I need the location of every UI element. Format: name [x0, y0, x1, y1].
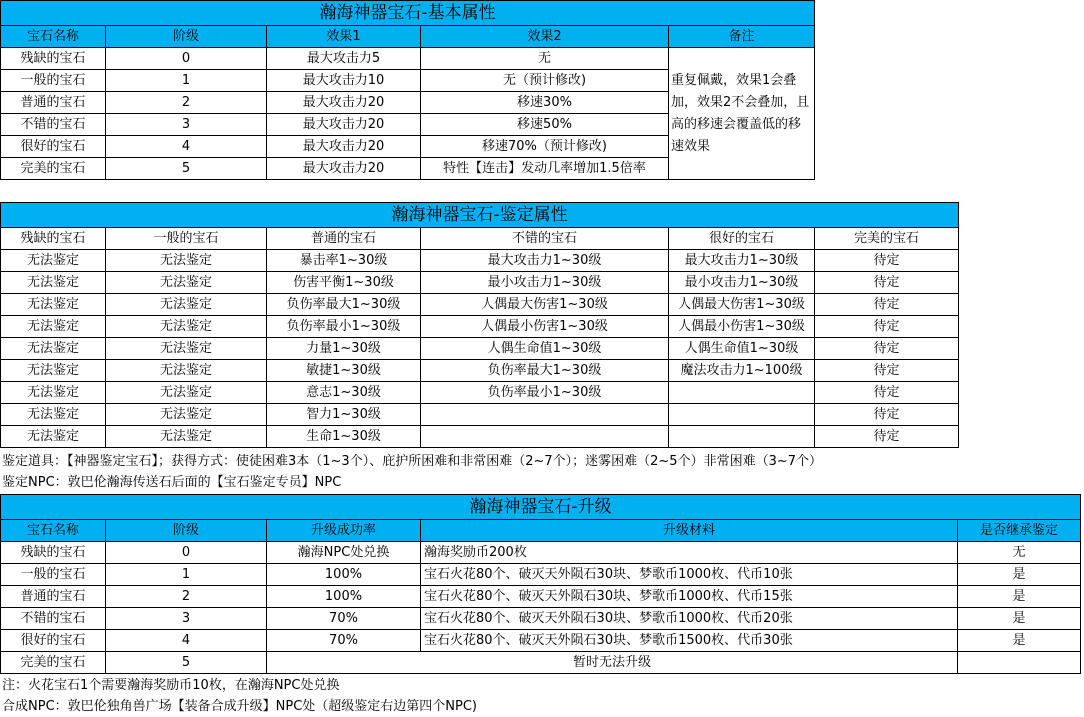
table-row [1, 542, 1081, 564]
cell: 无法鉴定 [1, 338, 106, 360]
cell: 一般的宝石 [1, 70, 106, 92]
cell: 是 [958, 630, 1081, 652]
cell [958, 652, 1081, 674]
table-row [1, 294, 959, 316]
cell: 无法鉴定 [1, 316, 106, 338]
cell: 是 [958, 586, 1081, 608]
table-row [1, 404, 959, 426]
header-cell: 升级成功率 [267, 520, 421, 542]
cell: 暂时无法升级 [267, 652, 958, 674]
cell: 待定 [815, 338, 959, 360]
cell: 无法鉴定 [106, 382, 267, 404]
table-row [1, 426, 959, 448]
table-row [1, 586, 1081, 608]
cell: 3 [106, 114, 267, 136]
cell: 最大攻击力1~30级 [421, 250, 669, 272]
upgrade-table [0, 494, 1081, 674]
cell: 宝石火花80个、破灭天外陨石30块、梦歌币1000枚、代币10张 [421, 564, 958, 586]
cell: 无法鉴定 [1, 294, 106, 316]
table-row [1, 564, 1081, 586]
cell: 特性【连击】发动几率增加1.5倍率 [421, 158, 669, 180]
cell: 不错的宝石 [1, 114, 106, 136]
cell: 2 [106, 92, 267, 114]
cell: 无法鉴定 [106, 316, 267, 338]
cell: 是 [958, 608, 1081, 630]
upgrade-note-npc: 合成NPC：敦巴伦独角兽广场【装备合成升级】NPC处（超级鉴定右边第四个NPC) [2, 699, 477, 714]
header-cell: 一般的宝石 [106, 228, 267, 250]
basic-note-cell: 重复佩戴，效果1会叠加，效果2不会叠加，且高的移速会覆盖低的移速效果 [669, 48, 815, 180]
cell: 待定 [815, 294, 959, 316]
cell: 无法鉴定 [1, 360, 106, 382]
cell: 待定 [815, 426, 959, 448]
header-cell: 阶级 [106, 520, 267, 542]
cell: 待定 [815, 272, 959, 294]
table-row [1, 338, 959, 360]
cell: 完美的宝石 [1, 158, 106, 180]
cell: 人偶生命值1~30级 [421, 338, 669, 360]
cell: 移速30% [421, 92, 669, 114]
cell: 无法鉴定 [1, 426, 106, 448]
cell [421, 404, 669, 426]
upgrade-rows [1, 542, 1081, 652]
cell: 力量1~30级 [267, 338, 421, 360]
table-row [1, 630, 1081, 652]
header-cell: 很好的宝石 [669, 228, 815, 250]
cell: 5 [106, 652, 267, 674]
cell: 无 [958, 542, 1081, 564]
cell: 移速70%（预计修改) [421, 136, 669, 158]
header-cell: 效果2 [421, 26, 669, 48]
cell: 待定 [815, 360, 959, 382]
cell: 很好的宝石 [1, 136, 106, 158]
cell: 最大攻击力20 [267, 92, 421, 114]
cell: 魔法攻击力1~100级 [669, 360, 815, 382]
cell: 残缺的宝石 [1, 542, 106, 564]
cell: 无法鉴定 [106, 250, 267, 272]
cell: 5 [106, 158, 267, 180]
cell: 宝石火花80个、破灭天外陨石30块、梦歌币1500枚、代币30张 [421, 630, 958, 652]
cell: 最大攻击力20 [267, 114, 421, 136]
cell: 无法鉴定 [106, 360, 267, 382]
cell: 100% [267, 586, 421, 608]
cell: 负伤率最小1~30级 [421, 382, 669, 404]
cell [421, 426, 669, 448]
cell: 意志1~30级 [267, 382, 421, 404]
header-cell: 不错的宝石 [421, 228, 669, 250]
cell [669, 382, 815, 404]
cell: 待定 [815, 382, 959, 404]
cell: 0 [106, 48, 267, 70]
cell: 宝石火花80个、破灭天外陨石30块、梦歌币1000枚、代币15张 [421, 586, 958, 608]
cell: 残缺的宝石 [1, 48, 106, 70]
cell: 4 [106, 136, 267, 158]
cell: 无法鉴定 [1, 382, 106, 404]
cell: 无法鉴定 [106, 426, 267, 448]
cell: 人偶最大伤害1~30级 [421, 294, 669, 316]
cell: 生命1~30级 [267, 426, 421, 448]
cell: 普通的宝石 [1, 92, 106, 114]
identify-attributes-table [0, 202, 959, 448]
cell: 人偶最大伤害1~30级 [669, 294, 815, 316]
identify-table-title: 瀚海神器宝石-鉴定属性 [1, 203, 959, 228]
cell: 无法鉴定 [1, 404, 106, 426]
cell [669, 404, 815, 426]
cell: 完美的宝石 [1, 652, 106, 674]
table-row [1, 272, 959, 294]
cell: 待定 [815, 316, 959, 338]
cell: 4 [106, 630, 267, 652]
cell: 敏捷1~30级 [267, 360, 421, 382]
cell: 待定 [815, 404, 959, 426]
cell: 瀚海奖励币200枚 [421, 542, 958, 564]
cell: 无法鉴定 [106, 294, 267, 316]
cell: 无法鉴定 [106, 272, 267, 294]
cell: 负伤率最小1~30级 [267, 316, 421, 338]
cell: 移速50% [421, 114, 669, 136]
cell: 待定 [815, 250, 959, 272]
header-cell: 阶级 [106, 26, 267, 48]
cell: 负伤率最大1~30级 [421, 360, 669, 382]
cell: 瀚海NPC处兑换 [267, 542, 421, 564]
cell: 最大攻击力1~30级 [669, 250, 815, 272]
cell: 是 [958, 564, 1081, 586]
cell: 70% [267, 630, 421, 652]
cell: 无法鉴定 [1, 272, 106, 294]
cell: 一般的宝石 [1, 564, 106, 586]
cell: 2 [106, 586, 267, 608]
table-row [1, 360, 959, 382]
cell: 无法鉴定 [106, 404, 267, 426]
cell: 1 [106, 70, 267, 92]
identify-rows [1, 250, 959, 448]
identify-tool-note: 鉴定道具：【神器鉴定宝石】；获得方式：使徒困难3本（1~3个）、庇护所困难和非常困难（2~7个）；迷雾困难（2~5个）非常困难（3~7个） [2, 454, 823, 469]
cell: 3 [106, 608, 267, 630]
cell: 人偶最小伤害1~30级 [421, 316, 669, 338]
basic-attributes-table [0, 0, 815, 180]
header-cell: 效果1 [267, 26, 421, 48]
header-cell: 备注 [669, 26, 815, 48]
cell: 最小攻击力1~30级 [669, 272, 815, 294]
cell: 100% [267, 564, 421, 586]
header-cell: 是否继承鉴定 [958, 520, 1081, 542]
cell: 无法鉴定 [106, 338, 267, 360]
cell: 暴击率1~30级 [267, 250, 421, 272]
header-cell: 宝石名称 [1, 520, 106, 542]
cell: 最小攻击力1~30级 [421, 272, 669, 294]
cell: 无 [421, 48, 669, 70]
cell: 1 [106, 564, 267, 586]
cell: 很好的宝石 [1, 630, 106, 652]
cell: 不错的宝石 [1, 608, 106, 630]
table-row [1, 608, 1081, 630]
table-row [1, 48, 815, 70]
cell: 最大攻击力20 [267, 158, 421, 180]
cell: 人偶最小伤害1~30级 [669, 316, 815, 338]
table-row [1, 250, 959, 272]
upgrade-note-spark: 注：火花宝石1个需要瀚海奖励币10枚，在瀚海NPC处兑换 [2, 678, 340, 693]
table-row [1, 382, 959, 404]
cell: 智力1~30级 [267, 404, 421, 426]
identify-npc-note: 鉴定NPC：敦巴伦瀚海传送石后面的【宝石鉴定专员】NPC [2, 475, 342, 490]
header-cell: 升级材料 [421, 520, 958, 542]
cell: 普通的宝石 [1, 586, 106, 608]
table-row [1, 316, 959, 338]
cell: 伤害平衡1~30级 [267, 272, 421, 294]
cell: 人偶生命值1~30级 [669, 338, 815, 360]
header-cell: 完美的宝石 [815, 228, 959, 250]
table-row [1, 652, 1081, 674]
header-cell: 宝石名称 [1, 26, 106, 48]
header-cell: 普通的宝石 [267, 228, 421, 250]
cell: 最大攻击力10 [267, 70, 421, 92]
upgrade-table-title: 瀚海神器宝石-升级 [1, 495, 1081, 520]
basic-table-title: 瀚海神器宝石-基本属性 [1, 1, 815, 26]
cell: 无法鉴定 [1, 250, 106, 272]
cell: 宝石火花80个、破灭天外陨石30块、梦歌币1000枚、代币20张 [421, 608, 958, 630]
cell: 无（预计修改) [421, 70, 669, 92]
cell: 负伤率最大1~30级 [267, 294, 421, 316]
cell: 最大攻击力5 [267, 48, 421, 70]
cell [669, 426, 815, 448]
cell: 70% [267, 608, 421, 630]
header-cell: 残缺的宝石 [1, 228, 106, 250]
cell: 0 [106, 542, 267, 564]
cell: 最大攻击力20 [267, 136, 421, 158]
